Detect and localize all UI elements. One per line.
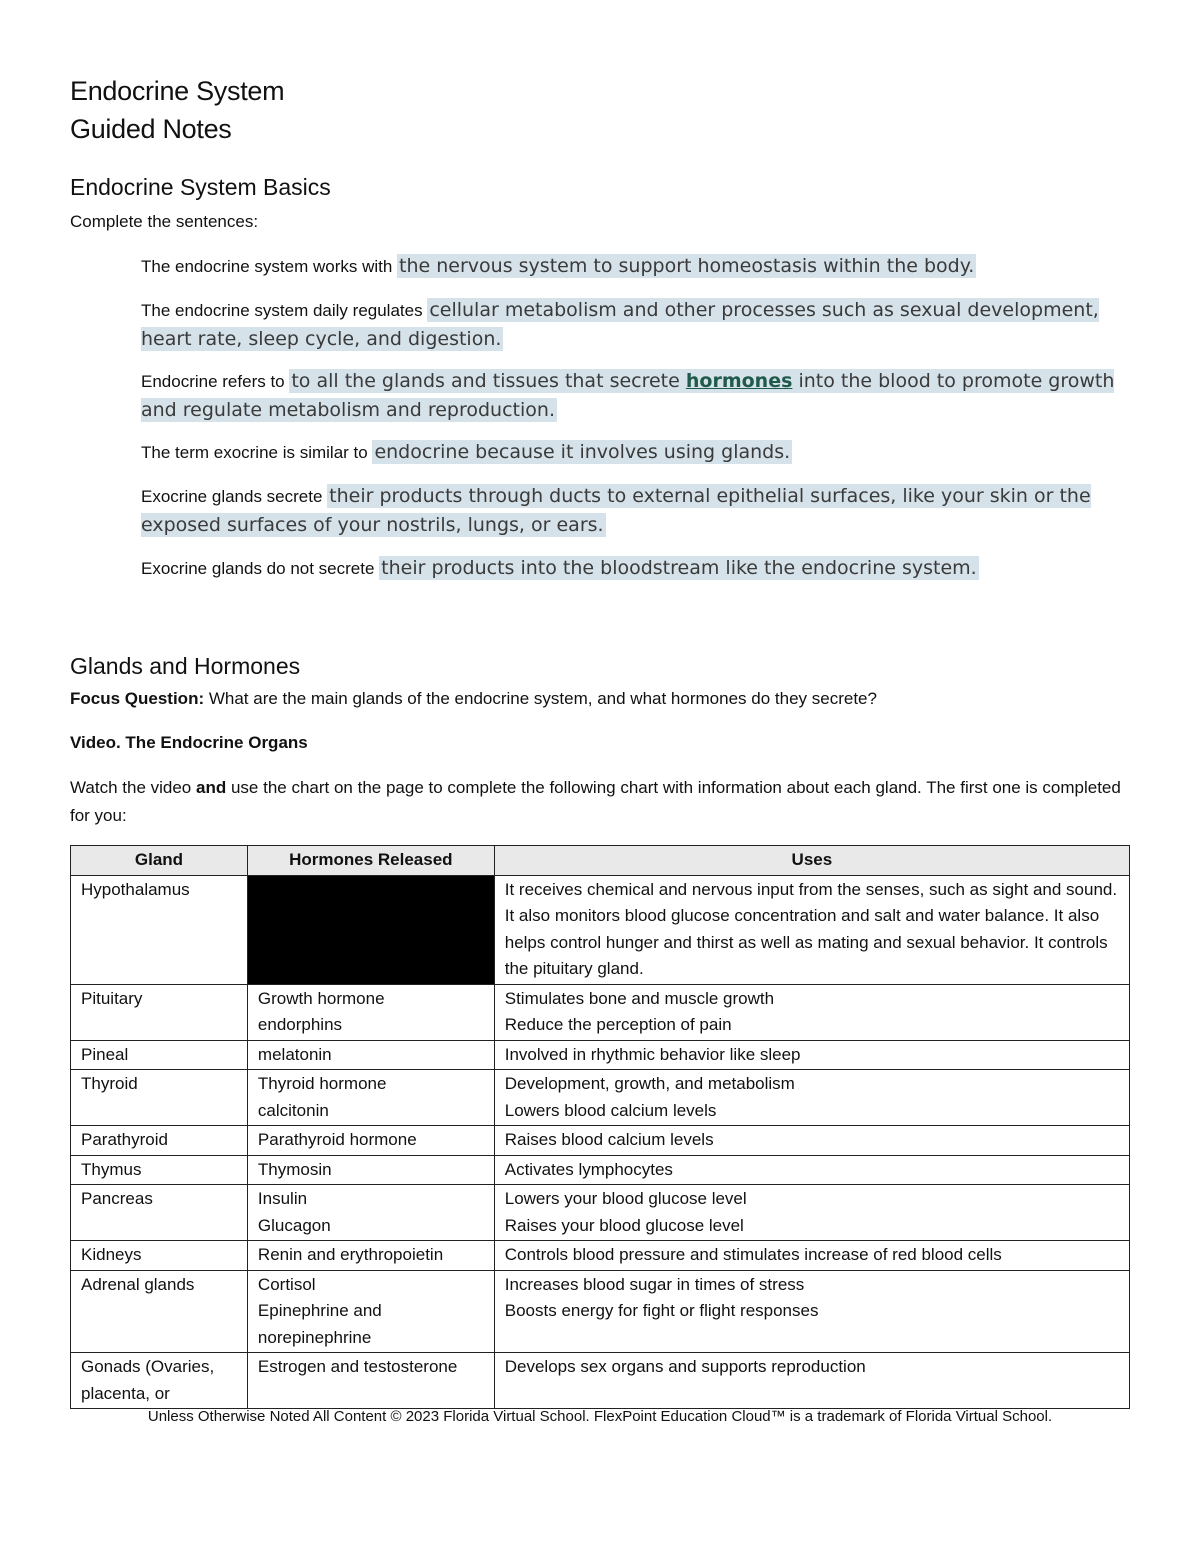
doc-title: Endocrine System — [70, 76, 285, 106]
table-row — [71, 875, 1130, 984]
use-line: Controls blood pressure and stimulates increase of red blood cells — [504, 1245, 1002, 1264]
use-line: Develops sex organs and supports reproduction — [504, 1357, 866, 1376]
section-heading-basics: Endocrine System Basics — [70, 174, 331, 200]
hormones-cell[interactable] — [247, 1241, 494, 1271]
sentence-6 — [141, 554, 1131, 583]
uses-cell[interactable] — [494, 875, 1129, 984]
gland-cell: Parathyroid — [71, 1126, 248, 1156]
uses-cell[interactable] — [494, 1126, 1129, 1156]
column-header-gland: Gland — [71, 846, 248, 876]
doc-subtitle: Guided Notes — [70, 114, 232, 144]
hormone-line: Cortisol — [257, 1274, 316, 1294]
hormone-line: Thymosin — [257, 1159, 332, 1179]
hormone-line: melatonin — [257, 1044, 332, 1064]
hormone-line: Insulin — [257, 1189, 308, 1208]
sentence-prompt: The endocrine system works with — [141, 257, 398, 276]
gland-cell: Pituitary — [71, 984, 248, 1040]
gland-cell: Kidneys — [71, 1241, 248, 1271]
uses-cell[interactable] — [494, 1241, 1129, 1271]
uses-cell[interactable] — [494, 1270, 1129, 1353]
table-row — [71, 1353, 1130, 1409]
gland-cell: Thyroid — [71, 1070, 248, 1126]
uses-cell[interactable] — [494, 1040, 1129, 1070]
column-header-hormones: Hormones Released — [247, 846, 494, 876]
use-line: Development, growth, and metabolism — [504, 1074, 795, 1093]
sentence-3 — [141, 367, 1131, 425]
table-header-row — [71, 846, 1130, 876]
sentence-prompt: Exocrine glands secrete — [141, 487, 328, 506]
use-line: Reduce the perception of pain — [504, 1015, 732, 1034]
hormone-line: Renin and erythropoietin — [257, 1245, 444, 1264]
use-line: Raises your blood glucose level — [504, 1215, 744, 1235]
use-line: Raises blood calcium levels — [504, 1130, 714, 1149]
use-line: Lowers blood calcium levels — [504, 1100, 717, 1120]
instr-bold: and — [196, 778, 227, 797]
sentence-1 — [141, 252, 1131, 281]
table-row — [71, 1241, 1130, 1271]
answer-field[interactable]: their products into the bloodstream like the endocrine system. — [381, 557, 977, 579]
gland-cell: Thymus — [71, 1155, 248, 1185]
table-row — [71, 1070, 1130, 1126]
hormone-line: endorphins — [257, 1015, 343, 1034]
column-header-uses: Uses — [494, 846, 1129, 876]
uses-cell[interactable] — [494, 1353, 1129, 1409]
hormones-cell[interactable] — [247, 1126, 494, 1156]
sentence-prompt: Endocrine refers to — [141, 372, 290, 391]
table-row — [71, 984, 1130, 1040]
hormones-cell[interactable] — [247, 1040, 494, 1070]
use-line: Activates lymphocytes — [504, 1159, 673, 1179]
keyword-hormones: hormones — [685, 370, 793, 392]
glands-table — [70, 845, 1130, 1409]
copyright-footer: Unless Otherwise Noted All Content © 2023 Florida Virtual School. FlexPoint Education Cloud™ is a trademark of Florida Virtual School. — [147, 1408, 1053, 1425]
use-line: Boosts energy for fight or flight responses — [504, 1301, 819, 1320]
focus-question — [70, 689, 1130, 709]
gland-cell: Hypothalamus — [71, 875, 248, 984]
table-row — [71, 1155, 1130, 1185]
focus-text: What are the main glands of the endocrine system, and what hormones do they secrete? — [204, 689, 877, 708]
sentence-4 — [141, 438, 1131, 467]
hormone-line: Parathyroid hormone — [257, 1130, 417, 1149]
hormone-line: Growth hormone — [257, 988, 385, 1008]
hormone-line: Glucagon — [257, 1215, 331, 1235]
uses-cell[interactable] — [494, 1070, 1129, 1126]
uses-cell[interactable] — [494, 1155, 1129, 1185]
hormones-cell[interactable] — [247, 1185, 494, 1241]
sentence-2 — [141, 296, 1131, 354]
instr-text: Watch the video — [70, 778, 196, 797]
answer-field[interactable]: cellular metabolism and other processes such as sexual development, heart rate, sleep cycle, and digestion. — [141, 299, 1099, 350]
answer-part: to all the glands and tissues that secrete — [291, 370, 686, 392]
hormone-line: Thyroid hormone — [257, 1074, 387, 1093]
section-heading-glands: Glands and Hormones — [70, 653, 301, 679]
hormone-line: Epinephrine and norepinephrine — [257, 1301, 382, 1347]
use-line: Lowers your blood glucose level — [504, 1189, 747, 1208]
hormone-line: Estrogen and testosterone — [257, 1357, 458, 1376]
uses-cell[interactable] — [494, 1185, 1129, 1241]
hormones-cell[interactable] — [247, 1070, 494, 1126]
table-row — [71, 1185, 1130, 1241]
sentence-prompt: The term exocrine is similar to — [141, 443, 373, 462]
use-line: Increases blood sugar in times of stress — [504, 1274, 805, 1294]
hormone-line: calcitonin — [257, 1100, 329, 1120]
use-line: It receives chemical and nervous input from the senses, such as sight and sound. It also monitors blood glucose concentration and salt and water balance. It also helps control hunger and thirst as well as mating and sexual behavior. It controls the pituitary gland. — [504, 879, 1118, 978]
video-title: Video. The Endocrine Organs — [70, 733, 308, 752]
sentence-prompt: Exocrine glands do not secrete — [141, 559, 380, 578]
gland-cell: Pancreas — [71, 1185, 248, 1241]
table-row — [71, 1040, 1130, 1070]
uses-cell[interactable] — [494, 984, 1129, 1040]
hormones-cell[interactable] — [247, 1353, 494, 1409]
answer-field[interactable]: the nervous system to support homeostasis within the body. — [399, 255, 975, 277]
gland-cell: Gonads (Ovaries, placenta, or — [71, 1353, 248, 1409]
sentence-prompt: The endocrine system daily regulates — [141, 301, 428, 320]
chart-instructions — [70, 774, 1130, 830]
gland-cell: Adrenal glands — [71, 1270, 248, 1353]
hormones-cell[interactable] — [247, 1155, 494, 1185]
instr-text: use the chart on the page to complete the following chart with information about each gland. The first one is completed for you: — [70, 778, 1121, 825]
focus-label: Focus Question: — [70, 689, 205, 708]
gland-cell: Pineal — [71, 1040, 248, 1070]
hormones-cell — [247, 875, 494, 984]
use-line: Involved in rhythmic behavior like sleep — [504, 1044, 801, 1064]
table-row — [71, 1126, 1130, 1156]
answer-part: into the blood to promote growth and regulate metabolism and reproduction. — [141, 370, 1115, 421]
sentence-5 — [141, 482, 1131, 540]
answer-field[interactable]: endocrine because it involves using glands. — [374, 441, 791, 463]
hormones-cell[interactable] — [247, 984, 494, 1040]
hormones-cell[interactable] — [247, 1270, 494, 1353]
instruction: Complete the sentences: — [70, 212, 259, 231]
answer-field[interactable]: their products through ducts to external epithelial surfaces, like your skin or the exposed surfaces of your nostrils, lungs, or ears. — [141, 485, 1091, 536]
use-line: Stimulates bone and muscle growth — [504, 988, 775, 1008]
table-row — [71, 1270, 1130, 1353]
